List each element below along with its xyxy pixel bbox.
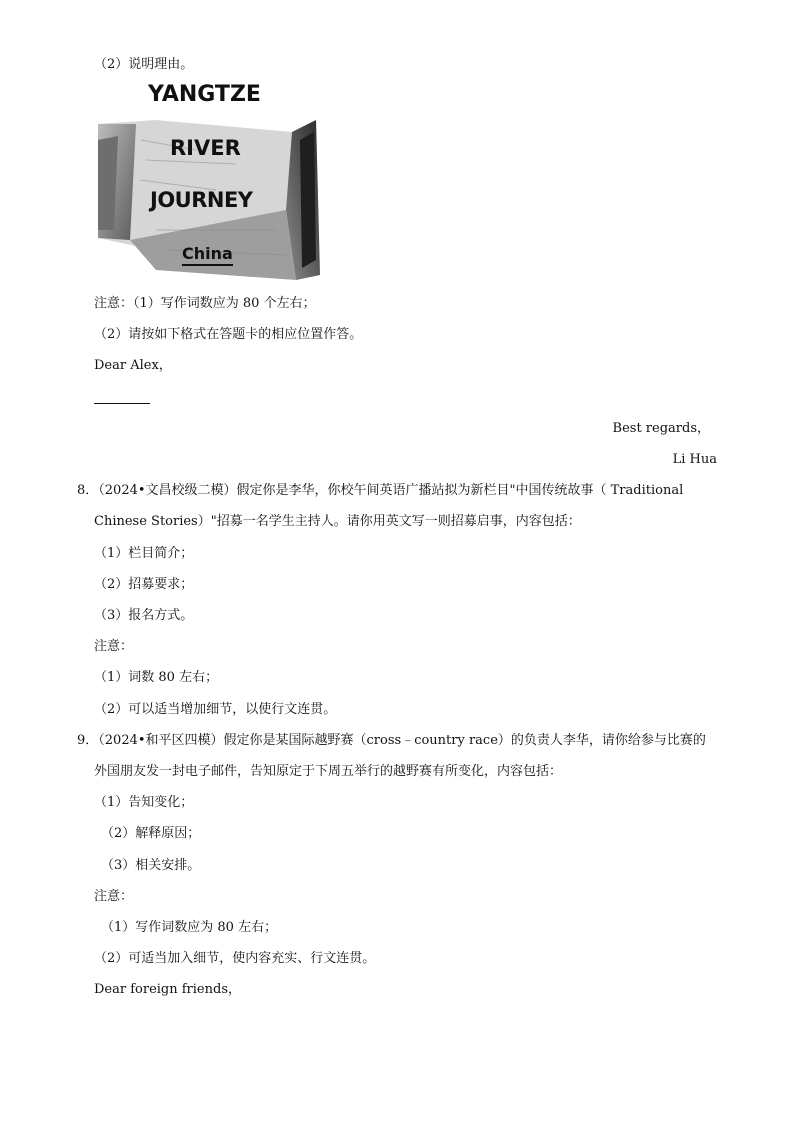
list-item: （2）解释原因；	[101, 826, 201, 841]
note-item: （1）词数 80 左右；	[94, 670, 219, 685]
note-item: （2）可适当加入细节，使内容充实、行文连贯。	[94, 951, 376, 966]
answer-blank	[94, 403, 150, 404]
list-item: （1）栏目简介；	[94, 546, 194, 561]
note-item: （1）写作词数应为 80 左右；	[101, 920, 278, 935]
greeting: Dear Alex，	[94, 358, 172, 373]
greeting: Dear foreign friends，	[94, 982, 241, 997]
poster-title-word3: JOURNEY	[150, 188, 253, 212]
poster-title-word1: YANGTZE	[148, 82, 261, 107]
item-label: （2）说明理由。	[94, 57, 194, 72]
note-line: 注意：（1）写作词数应为 80 个左右；	[94, 296, 316, 311]
poster-title-word4: China	[182, 244, 233, 266]
list-item: （3）报名方式。	[94, 608, 194, 623]
signature: Li Hua	[672, 452, 717, 467]
question-8-stem-cont: Chinese Stories）"招募一名学生主持人。请你用英文写一则招募启事，内容包括：	[94, 514, 581, 529]
question-8-stem: 8．（2024•文昌校级二模）假定你是李华，你校午间英语广播站拟为新栏目"中国传统故事（ Traditional	[77, 483, 684, 498]
question-9-stem: 9．（2024•和平区四模）假定你是某国际越野赛（cross﹣country race）的负责人李华，请你给参与比赛的	[77, 733, 706, 748]
poster-title-word2: RIVER	[170, 136, 241, 160]
list-item: （2）招募要求；	[94, 577, 194, 592]
closing: Best regards，	[612, 421, 710, 436]
list-item: （1）告知变化；	[94, 795, 194, 810]
question-9-stem-cont: 外国朋友发一封电子邮件，告知原定于下周五举行的越野赛有所变化，内容包括：	[94, 764, 563, 779]
note-item: （2）可以适当增加细节，以使行文连贯。	[94, 702, 337, 717]
note-heading: 注意：	[94, 889, 134, 904]
note-line: （2）请按如下格式在答题卡的相应位置作答。	[94, 327, 363, 342]
list-item: （3）相关安排。	[101, 858, 201, 873]
poster-image	[96, 80, 320, 280]
note-heading: 注意：	[94, 639, 134, 654]
